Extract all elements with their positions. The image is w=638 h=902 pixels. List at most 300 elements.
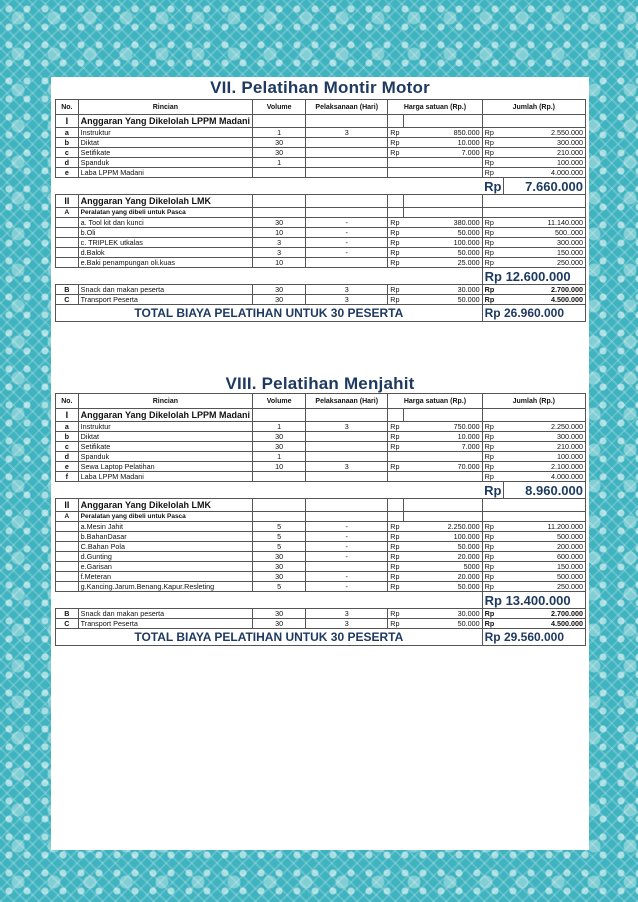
- row-total-currency: Rp: [482, 572, 504, 582]
- row-total: 250.000: [504, 582, 586, 592]
- row-no: [56, 552, 79, 562]
- row-days: [306, 168, 388, 178]
- row-price-currency: Rp: [388, 609, 404, 619]
- row-volume: 1: [253, 422, 306, 432]
- group-row: [56, 409, 586, 422]
- row-price-currency: Rp: [388, 295, 404, 305]
- subtotal-value: 8.960.000: [504, 482, 586, 499]
- row-item-name: g.Kancing.Jarum.Benang.Kapur.Resleting: [78, 582, 252, 592]
- subtotal-row: [56, 592, 586, 609]
- row-item-name: a. Tool kit dan kunci: [78, 218, 252, 228]
- empty-cell: [482, 409, 585, 422]
- row-days: -: [306, 218, 388, 228]
- row-days: [306, 562, 388, 572]
- table-row: [56, 572, 586, 582]
- row-days: -: [306, 552, 388, 562]
- section-title: VIII. Pelatihan Menjahit: [225, 374, 415, 393]
- table-row: [56, 562, 586, 572]
- table-row: [56, 295, 586, 305]
- row-unit-price: 70.000: [403, 462, 482, 472]
- empty-cell: [253, 208, 306, 218]
- row-volume: [253, 472, 306, 482]
- empty-cell: [306, 499, 388, 512]
- row-total-currency: Rp: [482, 452, 504, 462]
- section-title: VII. Pelatihan Montir Motor: [210, 78, 430, 97]
- row-total: 4.000.000: [504, 472, 586, 482]
- table-row: [56, 158, 586, 168]
- row-total-currency: Rp: [482, 582, 504, 592]
- row-price-currency: Rp: [388, 442, 404, 452]
- row-price-currency: [388, 158, 404, 168]
- row-price-currency: Rp: [388, 552, 404, 562]
- row-total-currency: Rp: [482, 542, 504, 552]
- row-days: [306, 452, 388, 462]
- row-item-name: Diktat: [78, 432, 252, 442]
- row-unit-price: 850.000: [404, 128, 483, 138]
- row-total-currency: Rp: [482, 462, 504, 472]
- row-item-name: Instruktur: [78, 422, 252, 432]
- row-no: [56, 582, 79, 592]
- row-unit-price: 50.000: [403, 542, 482, 552]
- row-no: [56, 248, 79, 258]
- row-volume: 30: [253, 442, 306, 452]
- row-volume: 30: [253, 285, 306, 295]
- row-item-name: Spanduk: [78, 158, 252, 168]
- row-unit-price: 2.250.000: [403, 522, 482, 532]
- row-total: 300.000: [504, 138, 586, 148]
- row-unit-price: 20.000: [403, 552, 482, 562]
- row-total-currency: Rp: [482, 218, 504, 228]
- row-unit-price: 50.000: [403, 582, 482, 592]
- row-total: 2.700.000: [504, 285, 586, 295]
- table-header-row: [56, 100, 586, 115]
- subtotal-value: Rp 12.600.000: [482, 268, 585, 285]
- empty-cell: [253, 499, 306, 512]
- row-price-currency: [388, 452, 404, 462]
- row-no: b: [56, 432, 79, 442]
- row-days: [306, 432, 388, 442]
- row-days: -: [306, 248, 388, 258]
- header-volume: Volume: [253, 100, 306, 115]
- row-total: 200.000: [504, 542, 586, 552]
- row-no: [56, 522, 79, 532]
- table-row: [56, 128, 586, 138]
- grand-total-label: TOTAL BIAYA PELATIHAN UNTUK 30 PESERTA: [56, 629, 483, 646]
- empty-cell: [404, 115, 483, 128]
- group-row: [56, 115, 586, 128]
- table-row: [56, 619, 586, 629]
- empty-cell: [56, 178, 483, 195]
- empty-cell: [388, 409, 404, 422]
- row-volume: 1: [253, 452, 306, 462]
- row-volume: 5: [253, 582, 306, 592]
- row-item-name: Setifikate: [78, 442, 252, 452]
- empty-cell: [388, 499, 404, 512]
- group-no: I: [56, 115, 79, 128]
- row-price-currency: Rp: [388, 148, 404, 158]
- row-volume: 30: [253, 552, 306, 562]
- group-no: I: [56, 409, 79, 422]
- row-days: -: [306, 542, 388, 552]
- subtotal-row: [56, 268, 586, 285]
- row-item-name: Setifikate: [78, 148, 252, 158]
- row-total: 210.000: [504, 442, 586, 452]
- header-pelaksanaan: Pelaksanaan (Hari): [306, 394, 388, 409]
- table-row: [56, 228, 586, 238]
- row-price-currency: Rp: [388, 532, 404, 542]
- row-days: -: [306, 582, 388, 592]
- row-volume: 3: [253, 238, 306, 248]
- row-price-currency: Rp: [388, 572, 404, 582]
- row-total-currency: Rp: [482, 532, 504, 542]
- row-volume: 30: [253, 432, 306, 442]
- document-page: [51, 77, 589, 850]
- row-days: -: [306, 228, 388, 238]
- group-label: Anggaran Yang Dikelolah LMK: [78, 499, 252, 512]
- group-label: Anggaran Yang Dikelolah LMK: [78, 195, 252, 208]
- table-row: [56, 258, 586, 268]
- row-volume: 5: [253, 542, 306, 552]
- row-volume: 30: [253, 619, 306, 629]
- grand-total-label: TOTAL BIAYA PELATIHAN UNTUK 30 PESERTA: [56, 305, 483, 322]
- row-total-currency: Rp: [482, 619, 504, 629]
- row-days: [306, 158, 388, 168]
- row-unit-price: 750.000: [403, 422, 482, 432]
- empty-cell: [306, 409, 388, 422]
- row-price-currency: [388, 168, 404, 178]
- empty-cell: [306, 195, 388, 208]
- row-days: [306, 138, 388, 148]
- budget-table: [55, 99, 586, 322]
- row-total: 2.700.000: [504, 609, 586, 619]
- row-volume: 30: [253, 609, 306, 619]
- row-price-currency: Rp: [388, 258, 404, 268]
- row-unit-price: 50.000: [404, 228, 483, 238]
- empty-cell: [482, 512, 585, 522]
- row-volume: 30: [253, 218, 306, 228]
- subgroup-label: Peralatan yang dibeli untuk Pasca: [78, 512, 252, 522]
- row-total-currency: Rp: [482, 138, 504, 148]
- empty-cell: [306, 208, 388, 218]
- row-no: [56, 258, 79, 268]
- row-days: [306, 148, 388, 158]
- row-total-currency: Rp: [482, 442, 504, 452]
- row-item-name: Laba LPPM Madani: [78, 472, 252, 482]
- row-unit-price: 380.000: [404, 218, 483, 228]
- row-unit-price: [404, 158, 483, 168]
- row-volume: 1: [253, 158, 306, 168]
- subgroup-label: Peralatan yang dibeli untuk Pasca: [78, 208, 252, 218]
- budget-table: [55, 393, 586, 646]
- row-volume: [253, 168, 306, 178]
- row-price-currency: Rp: [388, 462, 404, 472]
- row-item-name: b.Oli: [78, 228, 252, 238]
- row-item-name: e.Baki penampungan oli.kuas: [78, 258, 252, 268]
- row-volume: 5: [253, 532, 306, 542]
- row-item-name: f.Meteran: [78, 572, 252, 582]
- row-item-name: Diktat: [78, 138, 252, 148]
- row-price-currency: Rp: [388, 422, 404, 432]
- empty-cell: [253, 409, 306, 422]
- header-rincian: Rincian: [78, 100, 252, 115]
- grand-total-row: [56, 305, 586, 322]
- row-no: [56, 542, 79, 552]
- row-item-name: Snack dan makan peserta: [78, 285, 252, 295]
- row-total-currency: Rp: [482, 285, 504, 295]
- empty-cell: [253, 195, 306, 208]
- row-price-currency: Rp: [388, 285, 404, 295]
- row-days: 3: [306, 128, 388, 138]
- row-total: 600.000: [504, 552, 586, 562]
- row-unit-price: 30.000: [404, 285, 483, 295]
- row-unit-price: 10.000: [404, 138, 483, 148]
- row-total: 2.100.000: [504, 462, 586, 472]
- row-total: 11.200.000: [504, 522, 586, 532]
- row-item-name: a.Mesin Jahit: [78, 522, 252, 532]
- row-total-currency: Rp: [482, 522, 504, 532]
- header-harga-satuan: Harga satuan (Rp.): [388, 100, 482, 115]
- row-total-currency: Rp: [482, 168, 504, 178]
- row-total: 4.500.000: [504, 295, 586, 305]
- header-volume: Volume: [253, 394, 306, 409]
- table-row: [56, 168, 586, 178]
- row-item-name: Snack dan makan peserta: [78, 609, 252, 619]
- row-volume: 30: [253, 562, 306, 572]
- row-item-name: Laba LPPM Madani: [78, 168, 252, 178]
- row-unit-price: 25.000: [404, 258, 483, 268]
- row-unit-price: 7.000: [404, 148, 483, 158]
- row-total-currency: Rp: [482, 422, 504, 432]
- row-price-currency: Rp: [388, 248, 404, 258]
- row-no: e: [56, 462, 79, 472]
- empty-cell: [306, 512, 388, 522]
- row-no: d: [56, 158, 79, 168]
- row-no: B: [56, 285, 79, 295]
- row-total: 150.000: [504, 248, 586, 258]
- row-total-currency: Rp: [482, 238, 504, 248]
- subtotal-row: [56, 482, 586, 499]
- row-no: B: [56, 609, 79, 619]
- row-no: e: [56, 168, 79, 178]
- empty-cell: [388, 208, 404, 218]
- empty-cell: [403, 499, 482, 512]
- row-total: 250.000: [504, 258, 586, 268]
- row-no: [56, 238, 79, 248]
- row-item-name: Sewa Laptop Pelatihan: [78, 462, 252, 472]
- row-unit-price: 5000: [403, 562, 482, 572]
- row-unit-price: 100.000: [403, 532, 482, 542]
- table-row: [56, 462, 586, 472]
- row-price-currency: Rp: [388, 218, 404, 228]
- row-price-currency: Rp: [388, 228, 404, 238]
- row-total: 300.000: [504, 238, 586, 248]
- row-unit-price: 30.000: [403, 609, 482, 619]
- table-row: [56, 432, 586, 442]
- row-total: 2.550.000: [504, 128, 586, 138]
- row-unit-price: 100.000: [404, 238, 483, 248]
- row-no: [56, 532, 79, 542]
- row-days: 3: [306, 609, 388, 619]
- subtotal-value: 7.660.000: [504, 178, 586, 195]
- row-item-name: b.BahanDasar: [78, 532, 252, 542]
- row-volume: 30: [253, 295, 306, 305]
- row-days: [306, 258, 388, 268]
- row-total: 500..000: [504, 228, 586, 238]
- table-row: [56, 148, 586, 158]
- row-volume: 10: [253, 228, 306, 238]
- empty-cell: [56, 482, 483, 499]
- row-volume: 3: [253, 248, 306, 258]
- row-no: [56, 562, 79, 572]
- table-row: [56, 238, 586, 248]
- row-total-currency: Rp: [482, 228, 504, 238]
- row-volume: 1: [253, 128, 306, 138]
- subtotal-currency: Rp: [484, 482, 502, 498]
- row-total-currency: Rp: [482, 248, 504, 258]
- row-no: C: [56, 295, 79, 305]
- table-row: [56, 138, 586, 148]
- row-item-name: Instruktur: [78, 128, 252, 138]
- row-total: 100.000: [504, 158, 586, 168]
- group-no: II: [56, 499, 79, 512]
- row-days: 3: [306, 295, 388, 305]
- row-price-currency: Rp: [388, 128, 404, 138]
- row-unit-price: [404, 168, 483, 178]
- subtotal-currency: Rp: [484, 178, 502, 194]
- row-item-name: d.Gunting: [78, 552, 252, 562]
- empty-cell: [253, 512, 306, 522]
- row-item-name: Transport Peserta: [78, 619, 252, 629]
- row-total-currency: Rp: [482, 295, 504, 305]
- row-total: 150.000: [504, 562, 586, 572]
- subtotal-row: [56, 178, 586, 195]
- subgroup-row: [56, 208, 586, 218]
- row-volume: 30: [253, 572, 306, 582]
- grand-total-value: Rp 26.960.000: [482, 305, 585, 322]
- row-total-currency: Rp: [482, 148, 504, 158]
- group-no: II: [56, 195, 79, 208]
- group-row: [56, 499, 586, 512]
- row-volume: 30: [253, 138, 306, 148]
- row-total: 4.000.000: [504, 168, 586, 178]
- row-days: -: [306, 572, 388, 582]
- table-row: [56, 552, 586, 562]
- row-no: [56, 228, 79, 238]
- header-jumlah: Jumlah (Rp.): [482, 394, 585, 409]
- row-total: 100.000: [504, 452, 586, 462]
- header-no: No.: [56, 100, 79, 115]
- header-harga-satuan: Harga satuan (Rp.): [388, 394, 482, 409]
- subgroup-no: A: [56, 512, 79, 522]
- row-item-name: Transport Peserta: [78, 295, 252, 305]
- row-days: 3: [306, 285, 388, 295]
- empty-cell: [56, 268, 483, 285]
- row-unit-price: [403, 452, 482, 462]
- row-price-currency: Rp: [388, 542, 404, 552]
- row-unit-price: 7.000: [403, 442, 482, 452]
- row-days: [306, 472, 388, 482]
- table-row: [56, 452, 586, 462]
- row-no: c: [56, 442, 79, 452]
- row-days: -: [306, 522, 388, 532]
- subtotal-value: Rp 13.400.000: [482, 592, 585, 609]
- row-no: c: [56, 148, 79, 158]
- row-unit-price: [403, 472, 482, 482]
- table-row: [56, 248, 586, 258]
- group-label: Anggaran Yang Dikelolah LPPM Madani: [78, 409, 252, 422]
- empty-cell: [404, 195, 483, 208]
- row-total: 300.000: [504, 432, 586, 442]
- row-no: [56, 572, 79, 582]
- row-unit-price: 10.000: [403, 432, 482, 442]
- header-no: No.: [56, 394, 79, 409]
- table-header-row: [56, 394, 586, 409]
- row-days: -: [306, 238, 388, 248]
- row-item-name: Spanduk: [78, 452, 252, 462]
- row-total-currency: Rp: [482, 432, 504, 442]
- empty-cell: [482, 499, 585, 512]
- table-row: [56, 285, 586, 295]
- row-total-currency: Rp: [482, 562, 504, 572]
- row-volume: 10: [253, 462, 306, 472]
- table-row: [56, 472, 586, 482]
- empty-cell: [56, 592, 483, 609]
- row-price-currency: Rp: [388, 238, 404, 248]
- row-days: -: [306, 532, 388, 542]
- row-total-currency: Rp: [482, 552, 504, 562]
- row-no: a: [56, 128, 79, 138]
- row-item-name: e.Garisan: [78, 562, 252, 572]
- table-row: [56, 218, 586, 228]
- row-no: d: [56, 452, 79, 462]
- table-row: [56, 422, 586, 432]
- row-volume: 30: [253, 148, 306, 158]
- empty-cell: [388, 512, 404, 522]
- row-price-currency: Rp: [388, 582, 404, 592]
- row-total-currency: Rp: [482, 609, 504, 619]
- row-total-currency: Rp: [482, 258, 504, 268]
- row-total: 4.500.000: [504, 619, 586, 629]
- row-total-currency: Rp: [482, 472, 504, 482]
- row-item-name: d.Balok: [78, 248, 252, 258]
- table-row: [56, 442, 586, 452]
- subgroup-row: [56, 512, 586, 522]
- table-row: [56, 542, 586, 552]
- row-unit-price: 50.000: [404, 248, 483, 258]
- row-days: 3: [306, 462, 388, 472]
- table-row: [56, 582, 586, 592]
- row-no: a: [56, 422, 79, 432]
- group-row: [56, 195, 586, 208]
- empty-cell: [482, 208, 585, 218]
- empty-cell: [482, 115, 585, 128]
- table-row: [56, 609, 586, 619]
- row-price-currency: Rp: [388, 562, 404, 572]
- row-total: 500.000: [504, 532, 586, 542]
- row-price-currency: Rp: [388, 138, 404, 148]
- row-no: f: [56, 472, 79, 482]
- row-no: [56, 218, 79, 228]
- empty-cell: [388, 115, 404, 128]
- row-unit-price: 50.000: [404, 295, 483, 305]
- row-days: 3: [306, 422, 388, 432]
- row-unit-price: 20.000: [403, 572, 482, 582]
- row-total: 500.000: [504, 572, 586, 582]
- row-price-currency: Rp: [388, 619, 404, 629]
- header-pelaksanaan: Pelaksanaan (Hari): [306, 100, 388, 115]
- empty-cell: [403, 512, 482, 522]
- row-price-currency: Rp: [388, 522, 404, 532]
